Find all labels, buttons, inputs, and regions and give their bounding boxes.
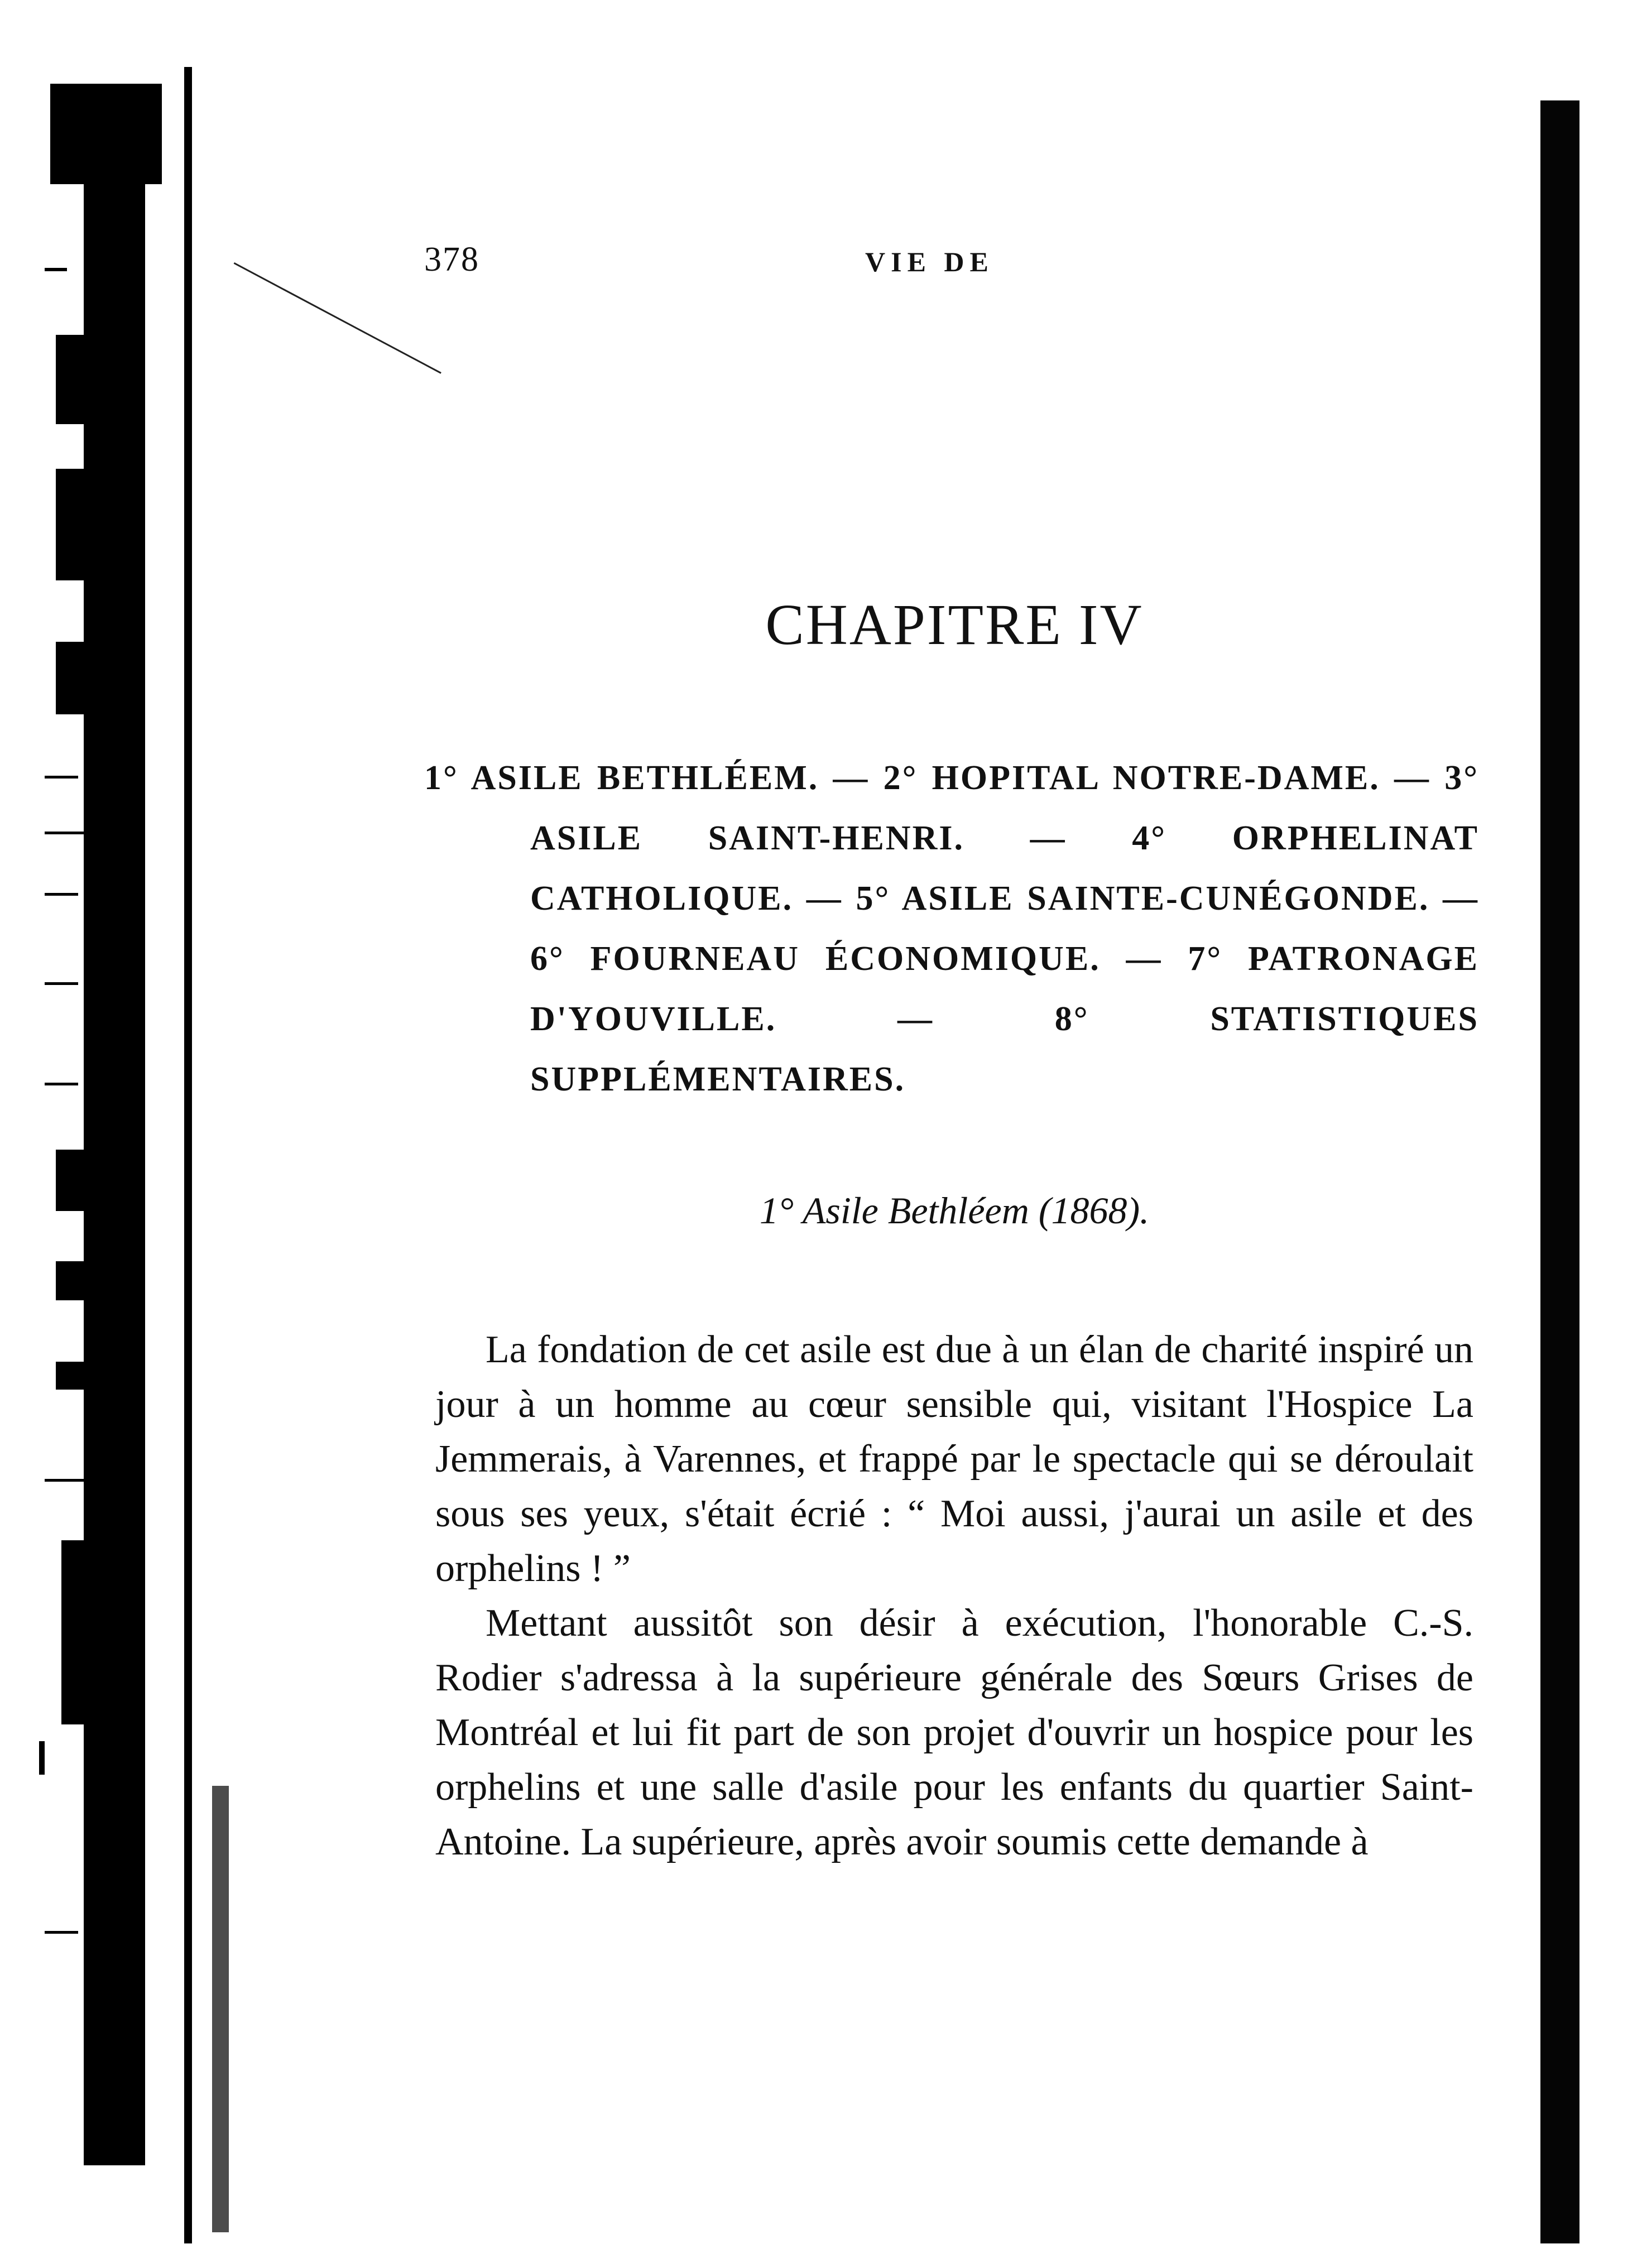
- running-title: VIE DE: [865, 246, 994, 277]
- paragraph: Mettant aussitôt son désir à exécution, l'honorable C.-S. Rodier s'adressa à la supérieure générale des Sœurs Grises de Montréal et lui fit part de son projet d'ouvrir un hospice pour les orphelins et une salle d'asile pour les enfants du quartier Saint-Antoine. La supérieure, après avoir soumis cette demande à: [435, 1602, 1473, 1863]
- chapter-summary: 1° ASILE BETHLÉEM. — 2° HOPITAL NOTRE-DAME. — 3° ASILE SAINT-HENRI. — 4° ORPHELINAT CATHOLIQUE. — 5° ASILE SAINTE-CUNÉGONDE. — 6° FOURNEAU ÉCONOMIQUE. — 7° PATRONAGE D'YOUVILLE. — 8° STATISTIQUES SUPPLÉMENTAIRES.: [424, 759, 1479, 1098]
- paragraph: La fondation de cet asile est due à un élan de charité inspiré un jour à un homme au cœur sensible qui, visitant l'Hospice La Jemmerais, à Varennes, et frappé par le spectacle qui se déroulait sous ses yeux, s'était écrié : “ Moi aussi, j'aurai un asile et des orphelins ! ”: [435, 1328, 1473, 1590]
- scan-scratch: [234, 262, 441, 374]
- running-head: [424, 240, 1485, 290]
- scan-binding-edge-left: [0, 0, 257, 2268]
- page-number: 378: [424, 241, 479, 278]
- body-text: [435, 1323, 1473, 1870]
- scan-edge-right: [1540, 100, 1579, 2243]
- section-heading: 1° Asile Bethléem (1868).: [759, 1189, 1150, 1232]
- chapter-title: CHAPITRE IV: [765, 593, 1144, 657]
